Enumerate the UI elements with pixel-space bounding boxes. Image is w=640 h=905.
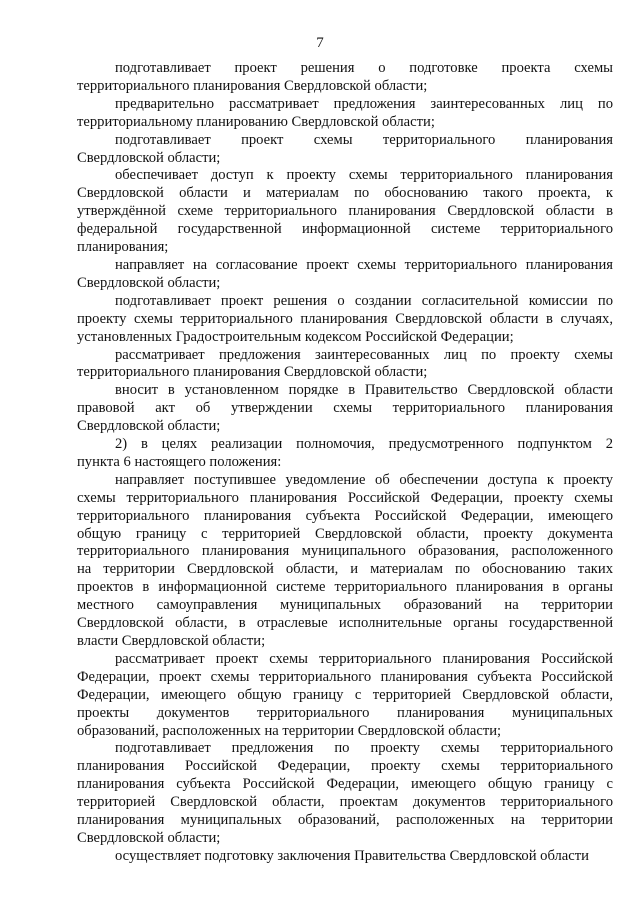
- text-line: планирования;: [77, 239, 169, 256]
- paragraph: [77, 132, 613, 168]
- paragraph: [77, 347, 613, 383]
- text-line: направляет поступившее уведомление об обеспечении доступа к проекту: [115, 471, 613, 488]
- text-line: Свердловской области и материалам по обоснованию такого проекта, к: [77, 185, 613, 202]
- text-line: рассматривает проект схемы территориального планирования Российской: [115, 650, 613, 667]
- paragraph: [77, 651, 613, 741]
- text-line: Свердловской области, в отраслевые исполнительные органы государственной: [77, 615, 613, 632]
- text-line: правовой акт об утверждении схемы территориального планирования: [77, 400, 613, 417]
- paragraph: [77, 740, 613, 847]
- text-line: обеспечивает доступ к проекту схемы территориального планирования: [115, 167, 613, 184]
- text-line: схемы территориального планирования Российской Федерации, проекту схемы: [77, 489, 613, 506]
- text-line: территориального планирования Свердловской области;: [77, 77, 428, 94]
- paragraph: [77, 472, 613, 651]
- text-line: проектов в информационной системе территориального планирования в органы: [77, 579, 613, 596]
- text-line: территориального планирования муниципального образования, расположенного: [77, 543, 613, 560]
- text-line: местного самоуправления муниципальных образований на территории: [77, 597, 613, 614]
- page-number: 7: [316, 35, 324, 51]
- text-line: общую границу с территорией Свердловской области, проекту документа: [77, 525, 613, 542]
- paragraph: [77, 60, 613, 96]
- text-line: Свердловской области;: [77, 418, 221, 435]
- text-line: проекту схемы территориального планирования Свердловской области в случаях,: [77, 310, 613, 327]
- text-line: пункта 6 настоящего положения:: [77, 453, 282, 470]
- paragraph: [77, 293, 613, 347]
- text-line: территорией Свердловской области, проектам документов территориального: [77, 794, 613, 811]
- text-line: власти Свердловской области;: [77, 633, 266, 649]
- text-line: направляет на согласование проект схемы территориального планирования: [115, 256, 613, 273]
- text-line: подготавливает проект решения о создании согласительной комиссии по: [115, 292, 613, 309]
- text-line: рассматривает предложения заинтересованных лиц по проекту схемы: [115, 346, 613, 363]
- text-line: 2) в целях реализации полномочия, предусмотренного подпунктом 2: [115, 436, 613, 453]
- text-line: подготавливает предложения по проекту схемы территориального: [115, 740, 613, 757]
- text-line: проекты документов территориального планирования муниципальных: [77, 704, 613, 721]
- text-line: образований, расположенных на территории Свердловской области;: [77, 722, 502, 739]
- text-line: установленных Градостроительным кодексом Российской Федерации;: [77, 328, 514, 345]
- text-line: территориального планирования Свердловской области;: [77, 364, 428, 381]
- text-line: Федерации, имеющего общую границу с территорией Свердловской области,: [77, 686, 613, 703]
- text-line: планирования муниципальных образований, расположенных на территории: [77, 812, 613, 829]
- text-line: планирования субъекта Российской Федерации, имеющего общую границу с: [77, 776, 613, 793]
- text-line: на территории Свердловской области, и материалам по обоснованию таких: [77, 561, 613, 578]
- text-line: утверждённой схеме территориального планирования Свердловской области в: [77, 203, 613, 220]
- paragraph: [77, 382, 613, 436]
- text-line: территориального планирования субъекта Российской Федерации, имеющего: [77, 507, 613, 524]
- text-line: федеральной государственной информационной системе территориального: [77, 221, 613, 238]
- text-line: вносит в установленном порядке в Правительство Свердловской области: [115, 382, 613, 399]
- text-line: Федерации, проект схемы территориального планирования субъекта Российской: [77, 668, 613, 685]
- text-line: осуществляет подготовку заключения Правительства Свердловской области: [115, 847, 589, 864]
- document-body: [77, 60, 613, 866]
- paragraph: [77, 436, 613, 472]
- text-line: подготавливает проект решения о подготовке проекта схемы: [115, 60, 613, 76]
- text-line: Свердловской области;: [77, 829, 221, 846]
- text-line: территориальному планированию Свердловской области;: [77, 113, 435, 130]
- text-line: предварительно рассматривает предложения заинтересованных лиц по: [115, 95, 613, 112]
- paragraph: [77, 257, 613, 293]
- text-line: Свердловской области;: [77, 149, 221, 166]
- text-line: Свердловской области;: [77, 274, 221, 291]
- text-line: подготавливает проект схемы территориального планирования: [115, 131, 613, 148]
- paragraph: [77, 96, 613, 132]
- paragraph: [77, 848, 613, 866]
- text-line: планирования Российской Федерации, проекту схемы территориального: [77, 758, 613, 775]
- paragraph: [77, 167, 613, 257]
